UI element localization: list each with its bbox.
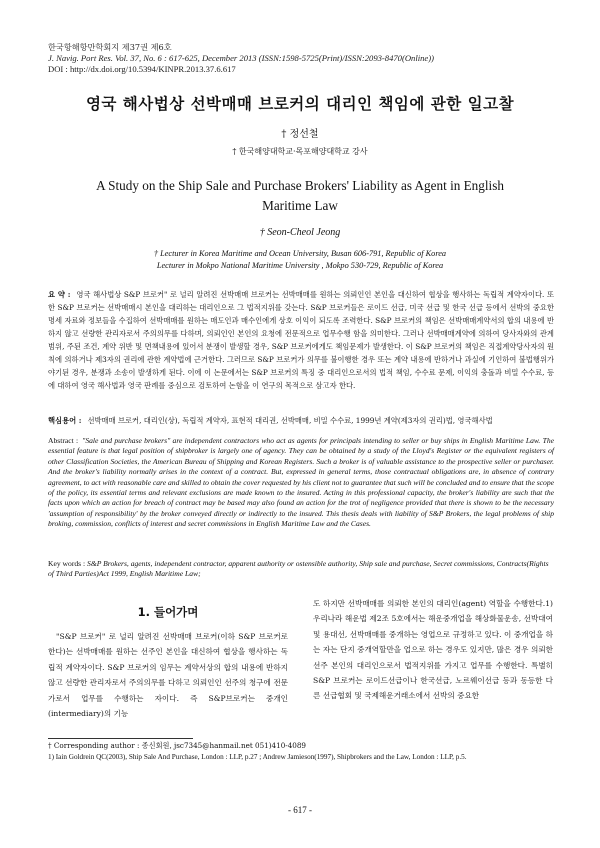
author-name-ko: † 정선철	[281, 129, 319, 140]
abstract-ko-text: 영국 해사법상 S&P 브로커" 로 널리 알려진 선박매매 브로커는 선박매매를 원하는 의뢰인인 본인을 대신하여 협상을 행사하는 독립적 계약자이다. 또한 S&P 브로커는 선박매매시 본인을 대리하는 대리인으로 그 법적지위를 갖는다. S&P 브로커들은 로이드 선급, 미국 선급 및 한국 선급 등에서 선박의 중요한 명세 자료와 정보들을 수집하여 선박매매를 원하는 매도인과 매수인에게 상호 이익이 되도록 조력한다. S&P 브로커의 책임은 선박매매계약서의 합의 내용에 반하지 않고 선량한 관리자로서 주의의무를 다하며, 의뢰인인 본인의 요청에 전문적으로 업무수행 함을 의미한다. 그러나 선박매매계약에 의하여 당사자와의 관계 범위, 주된 조건, 계약 위반 및 면책내용에 있어서 분쟁이 발생할 경우, S&P 브로커에게도 책임문제가 발생한다. 이 S&P 브로커의 책임은 직접계약당사자의 원칙에 의하거나 제3자의 권리에 관한 계약법에 근거한다. 그러므로 S&P 브로커가 의무를 불이행한 경우 또는 계약 내용에 반하거나 과실에 기인하여 불법행위가 야기된 경우, 분쟁과 소송이 발생하게 된다. 이에 이 논문에서는 S&P 브로커의 특징 중 대리인으로서의 법적 책임, 수수료 문제, 이익의 충돌과 비밀 수수료, 등에 대하여 영국 해사법과 영국 판례를 중심으로 검토하여 논함을 이 연구의 목적으로 삼고자 한다.	[48, 290, 554, 391]
page-number: - 617 -	[288, 805, 312, 815]
section-heading: 1. 들어가며	[137, 605, 199, 619]
body-text-right: 도 하지만 선박매매를 의뢰한 본인의 대리인(agent) 역할을 수행한다.1) 우리나라 해운법 제2조 5호에서는 해운중개업을 해상화물운송, 선박대여 및 용대선, 선박매매를 중개하는 영업으로 규정하고 있다. 이 중개업을 하는 자는 단지 중개역할만을 업으로 하는 경우도 있지만, 많은 경우 의뢰한 선주 본인의 대리인으로서 법적지위를 가지고 업무를 수행한다. 특별히 S&P 브로커는 로이드선급이나 한국선급, 노르웨이선급 등과 동등한 다른 선급협회 및 국제해운거래소에서 선박의 중요한	[313, 599, 553, 701]
keywords-en-label: Key words :	[48, 559, 86, 568]
footnotes	[48, 741, 554, 763]
paper-title-en	[50, 176, 550, 216]
keywords-ko-text: 선박매매 브로커, 대리인(상), 독립적 계약자, 표현적 대리권, 선박매매, 비밀 수수료, 1999년 계약(제3자의 권리)법, 영국해사법	[87, 416, 493, 425]
doi-link[interactable]: DOI : http://dx.doi.org/10.5394/KINPR.2013.37.6.617	[48, 64, 236, 74]
author-name-en: † Seon-Cheol Jeong	[259, 227, 341, 238]
paper-title-en-line2: Maritime Law	[262, 198, 338, 213]
keywords-ko-label: 핵심용어 :	[48, 416, 82, 425]
abstract-en	[48, 436, 554, 530]
body-text-left: "S&P 브로커" 로 널리 알려진 선박매매 브로커(이하 S&P 브로커로 한다)는 선박매매를 원하는 선주인 본인을 대신하여 협상을 행사하는 독립적 계약자이다. S&P 브로커의 임무는 계약서상의 합의 내용에 반하지 않고 선량한 관리자로서 주의의무를 다하고 의뢰인인 선주의 청구에 전문가로서 업무를 수행하는 자이다. 즉 S&P브로커는 중개인(intermediary)의 기능	[48, 632, 288, 719]
body-column-left	[48, 629, 288, 721]
abstract-ko-label: 요 약 :	[48, 290, 71, 299]
journal-header	[48, 42, 434, 75]
affiliation-en	[0, 248, 600, 272]
affiliation-en-line1: † Lecturer in Korea Maritime and Ocean University, Busan 606-791, Republic of Korea	[153, 249, 447, 258]
abstract-ko	[48, 288, 554, 392]
abstract-en-text: "Sale and purchase brokers" are independent contractors who act as agents for principals intending to seller or buy ships in English Maritime Law. The essential feature is that legal position of shipbroker is largely one of agency. They can be obtained by a study of the Lloyd's Register or the equivalent registers of other Classification Societies, the American Bureau of Shipping and Korean Registers. Such a broker is of valuable assistance to the prospective seller or purchaser. And the broker's liability normally arises in the context of a contract. But, expressed in general terms, those contractual obligations are, in absence of contrary agreement, to act with reasonable care and skilled to obtain the cover requested by his client not to guarantee that such will be concluded and to ensure that the scope of the policy, its essential terms and relevant exclusions are made known to the insured. Acting in this professional capacity, the broker's liability are such that the facts upon which an action for breach of contract may be based may also found an action for the trot of negligence provided that there is shown to be the necessary 'assumption of responsibility' by the broker conveyed directly or indirectly to the insured. This thesis deals with liability of S&P Brokers, the legal problems of ship broking, commission, conflicts of interest and secret commissions in English Maritime Law and the Cases.	[48, 436, 555, 529]
keywords-ko	[48, 415, 554, 427]
affiliation-ko: † 한국해양대학교·목포해양대학교 강사	[232, 147, 368, 156]
paper-title-en-line1: A Study on the Ship Sale and Purchase Brokers' Liability as Agent in English	[96, 178, 504, 193]
keywords-en-text: S&P Brokers, agents, independent contractor, apparent authority or ostensible authority, Ship sale and purchase, Secret commissions, Contracts(Rights of Third Parties)Act 1999, English Maritime Law;	[48, 559, 549, 579]
journal-citation-en: J. Navig. Port Res. Vol. 37, No. 6 : 617-625, December 2013 (ISSN:1598-5725(Print)/ISSN:2093-8470(Online))	[48, 53, 434, 63]
journal-name-ko: 한국항해항만학회지 제37권 제6호	[48, 42, 172, 52]
footnote-divider	[48, 738, 193, 739]
affiliation-en-line2: Lecturer in Mokpo National Maritime University , Mokpo 530-729, Republic of Korea	[156, 261, 444, 270]
footnote-1: 1) Iain Goldrein QC(2003), Ship Sale And Purchase, London : LLP, p.27 ; Andrew Jamieson(1997), Shipbrokers and the Law, London : LLP, p.5.	[48, 752, 467, 761]
footnote-corresponding-author: † Corresponding author : 종신회원, jsc7345@hanmail.net 051)410-4089	[48, 741, 306, 750]
body-column-right	[313, 596, 553, 704]
paper-title-ko: 영국 해사법상 선박매매 브로커의 대리인 책임에 관한 일고찰	[85, 94, 515, 113]
keywords-en	[48, 559, 554, 580]
abstract-en-label: Abstract :	[48, 436, 79, 445]
